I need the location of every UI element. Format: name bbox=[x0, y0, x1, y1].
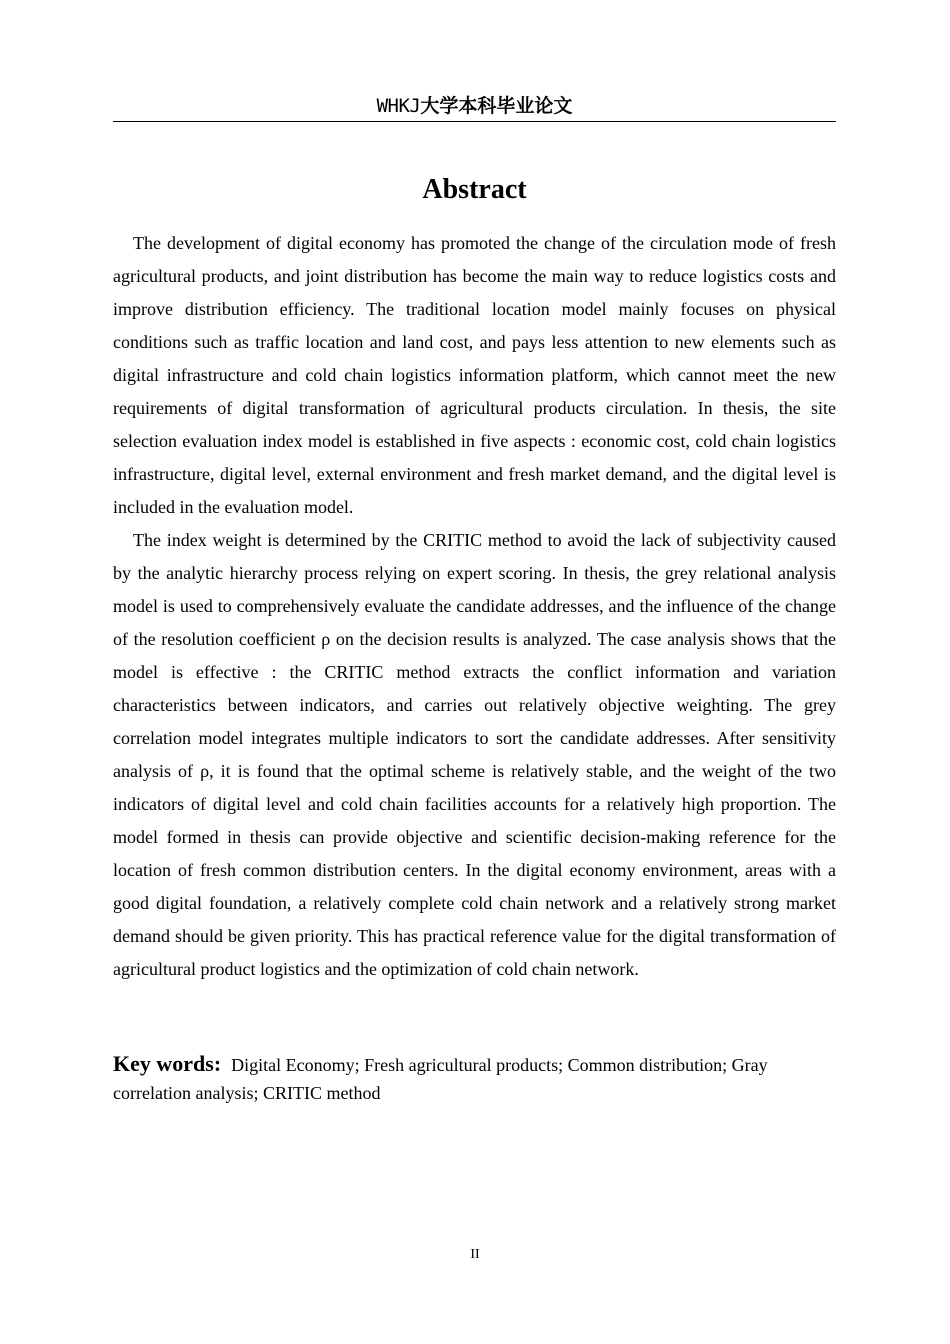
abstract-body bbox=[113, 227, 836, 986]
header-latin-text: WHKJ bbox=[376, 95, 421, 117]
abstract-title: Abstract bbox=[422, 174, 527, 205]
abstract-paragraph-2: The index weight is determined by the CRITIC method to avoid the lack of subjectivity caused by the analytic hierarchy process relying on expert scoring. In thesis, the grey relational analysis model is used to comprehensively evaluate the candidate addresses, and the influence of the change of the resolution coefficient ρ on the decision results is analyzed. The case analysis shows that the model is effective : the CRITIC method extracts the conflict information and variation characteristics between indicators, and carries out relatively objective weighting. The grey correlation model integrates multiple indicators to sort the candidate addresses. After sensitivity analysis of ρ, it is found that the optimal scheme is relatively stable, and the weight of the two indicators of digital level and cold chain facilities accounts for a relatively high proportion. The model formed in thesis can provide objective and scientific decision-making reference for the location of fresh common distribution centers. In the digital economy environment, areas with a good digital foundation, a relatively complete cold chain network and a relatively strong market demand should be given priority. This has practical reference value for the digital transformation of agricultural product logistics and the optimization of cold chain network. bbox=[113, 530, 836, 979]
abstract-paragraph-1: The development of digital economy has promoted the change of the circulation mode of fresh agricultural products, and joint distribution has become the main way to reduce logistics costs and improve distribution efficiency. The traditional location model mainly focuses on physical conditions such as traffic location and land cost, and pays less attention to new elements such as digital infrastructure and cold chain logistics information platform, which cannot meet the new requirements of digital transformation of agricultural products circulation. In thesis, the site selection evaluation index model is established in five aspects : economic cost, cold chain logistics infrastructure, digital level, external environment and fresh market demand, and the digital level is included in the evaluation model. bbox=[113, 233, 836, 517]
keywords-text: Digital Economy; Fresh agricultural products; Common distribution; Gray correlation analysis; CRITIC method bbox=[113, 1055, 768, 1103]
header-cjk-text: 大学本科毕业论文 bbox=[420, 95, 573, 117]
page-number: II bbox=[470, 1247, 480, 1262]
keywords-label: Key words: bbox=[113, 1051, 222, 1076]
keywords-section bbox=[113, 1050, 836, 1107]
page-header bbox=[113, 92, 836, 122]
